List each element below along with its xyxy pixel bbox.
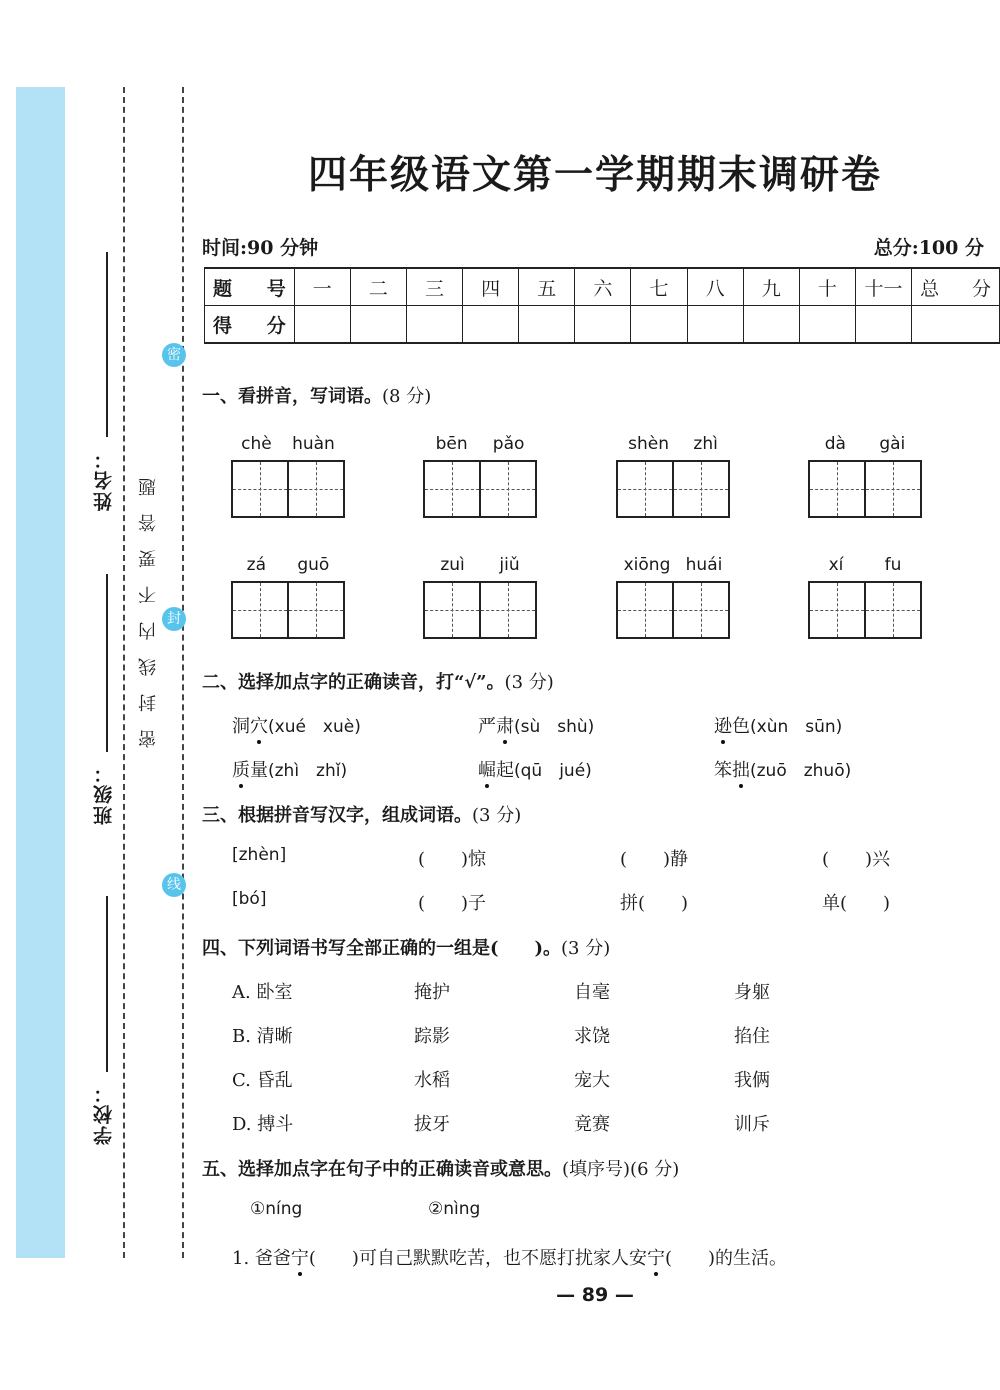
reading-options: (zuō zhuō) <box>750 761 852 781</box>
reading-options: (qū jué) <box>514 761 592 781</box>
reading-item-6[interactable] <box>714 756 851 782</box>
option-label-word[interactable]: B. 清晰 <box>232 1026 293 1047</box>
writing-cell[interactable] <box>810 583 864 637</box>
pinyin-syllable: zhì <box>693 434 718 454</box>
writing-grid[interactable] <box>231 460 345 518</box>
school-line <box>106 896 108 1072</box>
writing-grid[interactable] <box>808 460 922 518</box>
class-label: 班级： <box>93 762 115 825</box>
row-label-score: 得 分 <box>205 306 295 344</box>
pinyin-item <box>231 434 345 518</box>
pinyin-syllable: zá <box>246 555 267 575</box>
pinyin-syllable: dà <box>824 434 846 454</box>
writing-grid[interactable] <box>616 460 730 518</box>
binding-dashed-line-left <box>123 87 125 1258</box>
writing-grid[interactable] <box>616 581 730 639</box>
blank-zhen-1[interactable]: ( )惊 <box>418 849 487 870</box>
pinyin-syllable: bēn <box>435 434 468 454</box>
score-cell[interactable] <box>631 306 687 344</box>
section-3-points: (3 分) <box>472 805 522 826</box>
pinyin-label <box>423 434 537 460</box>
seal-feng: 封 <box>162 607 186 631</box>
col-total: 总 分 <box>912 268 1000 306</box>
pinyin-label <box>808 434 922 460</box>
section-1-title: 一、看拼音，写词语。 <box>202 386 382 407</box>
row-label-question-number: 题 号 <box>205 268 295 306</box>
score-cell[interactable] <box>350 306 406 344</box>
pinyin-syllable: xí <box>828 555 844 575</box>
option-word: 身躯 <box>734 982 770 1003</box>
pinyin-label <box>231 555 345 581</box>
pinyin-syllable: huái <box>685 555 723 575</box>
writing-cell[interactable] <box>810 462 864 516</box>
exam-time: 时间:90 分钟 <box>202 237 319 259</box>
dotted-char: 穴 <box>250 712 268 738</box>
section-4-points: (3 分) <box>561 938 611 959</box>
pinyin-syllable: gài <box>879 434 906 454</box>
score-table-score-row <box>205 306 1000 344</box>
question-5-1[interactable] <box>232 1244 787 1270</box>
option-word: 宠大 <box>574 1070 610 1091</box>
word-char: 笨 <box>714 760 732 781</box>
word-char: 严 <box>478 716 496 737</box>
writing-grid[interactable] <box>231 581 345 639</box>
seal-xian: 线 <box>162 873 186 897</box>
word-char: 色 <box>732 716 750 737</box>
section-2-points: (3 分) <box>504 672 554 693</box>
pinyin-syllable: chè <box>241 434 272 454</box>
section-4-heading <box>202 934 610 960</box>
writing-cell[interactable] <box>287 462 343 516</box>
option-word: 拔牙 <box>414 1114 450 1135</box>
option-word: 掩护 <box>414 982 450 1003</box>
blank-bo-3[interactable]: 单( ) <box>822 893 891 914</box>
col-4: 四 <box>463 268 519 306</box>
pinyin-item <box>808 434 922 518</box>
seal-mi: 密 <box>162 343 186 367</box>
writing-grid[interactable] <box>423 581 537 639</box>
dotted-char: 质 <box>232 756 250 782</box>
option-label-word[interactable]: C. 昏乱 <box>232 1070 293 1091</box>
page-title: 四年级语文第一学期期末调研卷 <box>307 152 882 198</box>
writing-grid[interactable] <box>808 581 922 639</box>
pinyin-zhen: [zhèn] <box>232 845 287 865</box>
score-cell[interactable] <box>575 306 631 344</box>
section-2-heading <box>202 668 554 694</box>
option-word: 求饶 <box>574 1026 610 1047</box>
pinyin-syllable: huàn <box>292 434 335 454</box>
pinyin-syllable: guō <box>297 555 330 575</box>
word-char: 量 <box>250 760 268 781</box>
score-table <box>204 267 1000 344</box>
pinyin-syllable: pǎo <box>492 434 525 454</box>
section-3-heading <box>202 801 521 827</box>
dotted-char: 拙 <box>732 756 750 782</box>
section-4-title: 四、下列词语书写全部正确的一组是( )。 <box>202 938 562 959</box>
option-word: 训斥 <box>734 1114 770 1135</box>
reading-options: (sù shù) <box>514 717 595 737</box>
reading-options: (xué xuè) <box>268 717 361 737</box>
dotted-char: 逊 <box>714 712 732 738</box>
pinyin-bo: [bó] <box>232 889 267 909</box>
section-2-title: 二、选择加点字的正确读音，打“√”。 <box>202 672 505 693</box>
writing-cell[interactable] <box>864 583 920 637</box>
col-11: 十一 <box>855 268 911 306</box>
pinyin-syllable: fu <box>884 555 902 575</box>
option-label-word[interactable]: D. 搏斗 <box>232 1114 294 1135</box>
writing-cell[interactable] <box>864 462 920 516</box>
pinyin-label <box>616 434 730 460</box>
option-word: 踪影 <box>414 1026 450 1047</box>
option-word: 水稻 <box>414 1070 450 1091</box>
choice-ning-2: ②nìng <box>428 1199 481 1219</box>
pinyin-syllable: xiōng <box>623 555 671 575</box>
pinyin-item <box>231 555 345 639</box>
writing-cell[interactable] <box>479 583 535 637</box>
blank-zhen-3[interactable]: ( )兴 <box>822 849 891 870</box>
writing-cell[interactable] <box>618 462 672 516</box>
school-label: 学校： <box>93 1082 115 1145</box>
section-3-title: 三、根据拼音写汉字，组成词语。 <box>202 805 472 826</box>
col-8: 八 <box>687 268 743 306</box>
score-cell[interactable] <box>855 306 911 344</box>
dotted-char: 宁 <box>291 1244 309 1270</box>
pinyin-item <box>808 555 922 639</box>
word-char: 起 <box>496 760 514 781</box>
score-cell[interactable] <box>519 306 575 344</box>
score-cell[interactable] <box>406 306 462 344</box>
reading-item-4[interactable] <box>232 756 347 782</box>
col-6: 六 <box>575 268 631 306</box>
col-1: 一 <box>294 268 350 306</box>
pinyin-label <box>423 555 537 581</box>
section-1-points: (8 分) <box>382 386 432 407</box>
col-5: 五 <box>519 268 575 306</box>
section-5-points: (填序号)(6 分) <box>562 1159 680 1180</box>
col-3: 三 <box>406 268 462 306</box>
option-word: 我俩 <box>734 1070 770 1091</box>
writing-cell[interactable] <box>479 462 535 516</box>
writing-cell[interactable] <box>672 462 728 516</box>
total-score: 总分:100 分 <box>873 237 984 259</box>
pinyin-syllable: jiǔ <box>499 555 520 575</box>
blank-bo-2[interactable]: 拼( ) <box>620 893 689 914</box>
section-5-heading <box>202 1155 679 1181</box>
pinyin-syllable: shèn <box>628 434 670 454</box>
pinyin-item <box>616 434 730 518</box>
writing-cell[interactable] <box>672 583 728 637</box>
writing-cell[interactable] <box>425 462 479 516</box>
pinyin-item <box>616 555 730 639</box>
writing-cell[interactable] <box>425 583 479 637</box>
pinyin-label <box>808 555 922 581</box>
writing-cell[interactable] <box>287 583 343 637</box>
word-char: 洞 <box>232 716 250 737</box>
blank-bo-1[interactable]: ( )子 <box>418 893 487 914</box>
binding-dashed-line-right <box>182 87 184 1258</box>
pinyin-label <box>616 555 730 581</box>
option-word: 掐住 <box>734 1026 770 1047</box>
choice-ning-1: ①níng <box>250 1199 303 1219</box>
seal-warning: 密封线内不要答题 <box>138 460 159 748</box>
page-number: — 89 — <box>556 1284 634 1306</box>
sentence-part: ( )的生活。 <box>664 1248 787 1269</box>
dotted-char: 崛 <box>478 756 496 782</box>
score-cell[interactable] <box>799 306 855 344</box>
score-cell[interactable] <box>743 306 799 344</box>
reading-item-5[interactable] <box>478 756 592 782</box>
score-cell[interactable] <box>687 306 743 344</box>
dotted-char: 宁 <box>647 1244 665 1270</box>
pinyin-item <box>423 434 537 518</box>
option-label-word[interactable]: A. 卧室 <box>232 982 293 1003</box>
score-table-header-row <box>205 268 1000 306</box>
score-cell[interactable] <box>463 306 519 344</box>
reading-item-1[interactable] <box>232 712 361 738</box>
dotted-char: 肃 <box>496 712 514 738</box>
reading-options: (zhì zhǐ) <box>268 761 348 781</box>
col-2: 二 <box>350 268 406 306</box>
binding-strip <box>16 87 65 1258</box>
reading-item-2[interactable] <box>478 712 594 738</box>
score-cell[interactable] <box>294 306 350 344</box>
class-line <box>106 574 108 752</box>
sentence-part: 1. 爸爸 <box>232 1248 291 1269</box>
name-line <box>106 252 108 437</box>
col-7: 七 <box>631 268 687 306</box>
writing-grid[interactable] <box>423 460 537 518</box>
writing-cell[interactable] <box>233 462 287 516</box>
writing-cell[interactable] <box>233 583 287 637</box>
name-label: 姓名： <box>93 448 115 511</box>
col-10: 十 <box>799 268 855 306</box>
sentence-part: ( )可自己默默吃苦，也不愿打扰家人安 <box>308 1248 647 1269</box>
section-1-heading <box>202 382 431 408</box>
option-word: 自毫 <box>574 982 610 1003</box>
option-word: 竟赛 <box>574 1114 610 1135</box>
pinyin-item <box>423 555 537 639</box>
col-9: 九 <box>743 268 799 306</box>
score-cell-total[interactable] <box>912 306 1000 344</box>
pinyin-syllable: zuì <box>440 555 465 575</box>
blank-zhen-2[interactable]: ( )静 <box>620 849 689 870</box>
section-5-title: 五、选择加点字在句子中的正确读音或意思。 <box>202 1159 562 1180</box>
reading-item-3[interactable] <box>714 712 842 738</box>
pinyin-label <box>231 434 345 460</box>
writing-cell[interactable] <box>618 583 672 637</box>
reading-options: (xùn sūn) <box>750 717 843 737</box>
